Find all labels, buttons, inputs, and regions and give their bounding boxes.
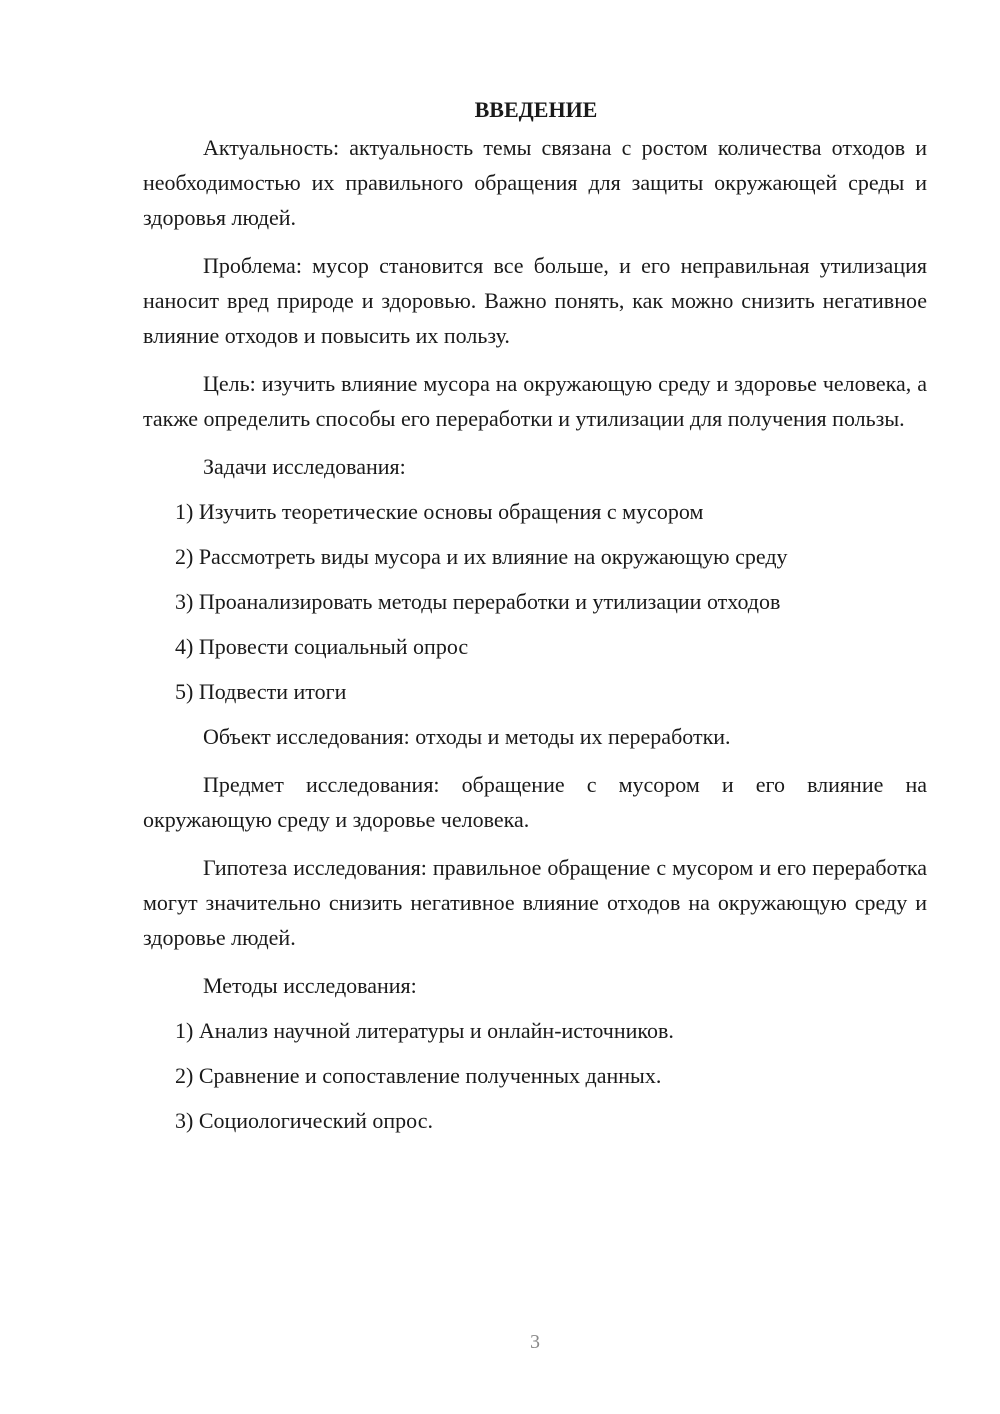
method-item: 3) Социологический опрос. xyxy=(175,1108,433,1133)
methods-list xyxy=(143,1013,927,1138)
tasks-heading: Задачи исследования: xyxy=(203,454,406,479)
problem-paragraph: Проблема: мусор становится все больше, и его неправильная утилизация наносит вред природе и здоровью. Важно понять, как можно снизить негативное влияние отходов и повысить их пользу. xyxy=(143,253,927,348)
relevance-paragraph: Актуальность: актуальность темы связана с ростом количества отходов и необходимостью их правильного обращения для защиты окружающей среды и здоровья людей. xyxy=(143,135,927,230)
method-item: 2) Сравнение и сопоставление полученных данных. xyxy=(175,1063,662,1088)
hypothesis-paragraph: Гипотеза исследования: правильное обращение с мусором и его переработка могут значительно снизить негативное влияние отходов на окружающую среду и здоровье людей. xyxy=(143,855,927,950)
page-number: 3 xyxy=(530,1331,540,1353)
task-item: 5) Подвести итоги xyxy=(175,679,347,704)
page-title: ВВЕДЕНИЕ xyxy=(474,97,598,122)
task-item: 1) Изучить теоретические основы обращения с мусором xyxy=(175,499,704,524)
tasks-list xyxy=(143,494,927,709)
subject-paragraph: Предмет исследования: обращение с мусором и его влияние на окружающую среду и здоровье человека. xyxy=(143,772,927,832)
task-item: 2) Рассмотреть виды мусора и их влияние на окружающую среду xyxy=(175,544,788,569)
method-item: 1) Анализ научной литературы и онлайн-источников. xyxy=(175,1018,674,1043)
document-page xyxy=(143,92,927,1148)
task-item: 4) Провести социальный опрос xyxy=(175,634,469,659)
object-paragraph: Объект исследования: отходы и методы их переработки. xyxy=(203,724,731,749)
methods-heading: Методы исследования: xyxy=(203,973,417,998)
task-item: 3) Проанализировать методы переработки и утилизации отходов xyxy=(175,589,781,614)
goal-paragraph: Цель: изучить влияние мусора на окружающую среду и здоровье человека, а также определить способы его переработки и утилизации для получения пользы. xyxy=(143,371,927,431)
